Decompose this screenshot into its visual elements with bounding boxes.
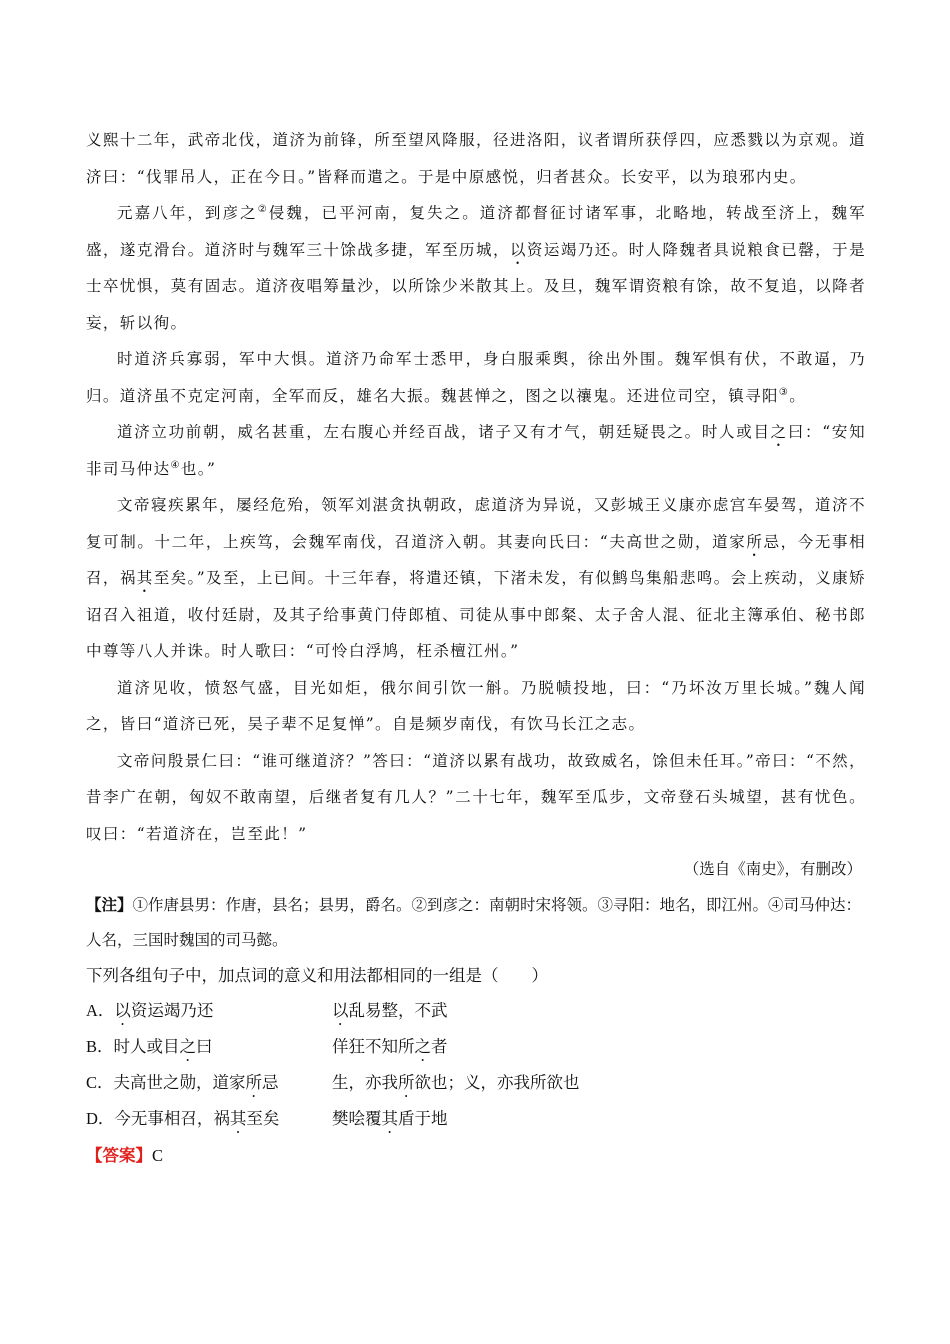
option-right	[332, 1029, 866, 1065]
option-d	[86, 1101, 866, 1137]
option-left	[86, 1065, 332, 1101]
emphasized-word: 之	[414, 1037, 431, 1056]
option-right	[332, 1101, 866, 1137]
option-text: 生，亦我	[332, 1073, 398, 1092]
option-text: 欲也；义，亦我所欲也	[414, 1073, 580, 1092]
paragraph-text: 道济见收，愤怒气盛，目光如炬，俄尔间引饮一斛。乃脱帻投地，曰：“乃坏汝万里长城。”魏人闻之，皆曰“道济已死，吴子辈不足复惮”。自是频岁南伐，有饮马长江之志。	[86, 678, 866, 733]
emphasized-word: 其	[136, 569, 154, 587]
paragraph-text: 义熙十二年，武帝北伐，道济为前锋，所至望风降服，径进洛阳，议者谓所获俘四，应悉戮以为京观。道济曰：“伐罪吊人，正在今日。”皆释而遣之。于是中原感悦，归者甚众。长安平，以为琅邪内史。	[86, 131, 866, 186]
emphasized-word: 以	[332, 1001, 349, 1020]
option-label: D．	[86, 1109, 115, 1128]
emphasized-word: 之	[770, 423, 788, 441]
option-text: 时人或目	[113, 1037, 180, 1056]
passage	[86, 122, 866, 852]
option-left	[86, 1101, 332, 1137]
question-stem: 下列各组句子中，加点词的意义和用法都相同的一组是（ ）	[86, 966, 548, 985]
option-text: 者	[431, 1037, 448, 1056]
emphasized-word: 以	[114, 1001, 131, 1020]
annotation-note	[86, 888, 866, 958]
answer-value: C	[152, 1146, 164, 1165]
passage-paragraph-2	[86, 195, 866, 341]
emphasized-word: 其	[229, 1109, 247, 1128]
paragraph-text: 曰：“安知非司马仲达	[86, 423, 866, 478]
answer	[86, 1138, 866, 1174]
note-text: ①作唐县男：作唐，县名；县男，爵名。②到彦之：南朝时宋将领。③寻阳：地名，即江州。④司马仲达：人名，三国时魏国的司马懿。	[86, 897, 862, 949]
paragraph-text: 文帝寝疾累年，屡经危殆，领军刘湛贪执朝政，虑道济为异说，又彭城王义康亦虑宫车晏驾，道济不复可制。十二年，上疾笃，会魏军南伐，召道济入朝。其妻向氏曰：“夫高世之勋，道家	[86, 496, 866, 551]
option-text: 资运竭乃还	[130, 1001, 214, 1020]
option-c	[86, 1065, 866, 1101]
option-text: 至矣	[246, 1109, 280, 1128]
document-page	[86, 122, 866, 1174]
paragraph-text: 时道济兵寡弱，军中大惧。道济乃命军士悉甲，身白服乘舆，徐出外围。魏军惧有伏，不敢逼，乃归。道济虽不克定河南，全军而反，雄名大振。魏甚惮之，图之以禳鬼。还进位司空，镇寻阳	[86, 350, 866, 405]
option-label: B．	[86, 1037, 114, 1056]
footnote-marker: ②	[257, 204, 269, 215]
option-text: 樊哙覆	[332, 1109, 382, 1128]
option-text: 曰	[196, 1037, 213, 1056]
option-label: C．	[86, 1073, 114, 1092]
passage-paragraph-3	[86, 341, 866, 414]
paragraph-text: 道济立功前朝，威名甚重，左右腹心并经百战，诸子又有才气，朝廷疑畏之。时人或目	[117, 423, 771, 441]
emphasized-word: 以	[509, 240, 527, 259]
paragraph-text: 文帝问殷景仁曰：“谁可继道济？”答曰：“道济以累有战功，故致威名，馀但未任耳。”帝曰：“不然，昔李广在朝，匈奴不敢南望，后继者复有几人？”二十七年，魏军至瓜步，文帝登石头城望，甚有忧色。叹曰：“若道济在，岂至此！”	[86, 751, 866, 843]
option-a	[86, 993, 866, 1029]
option-right	[332, 1065, 866, 1101]
option-text: 盾于地	[398, 1109, 448, 1128]
emphasized-word: 所	[398, 1073, 415, 1092]
emphasized-word: 所	[245, 1073, 263, 1092]
paragraph-text: 忌，今无事相召，祸	[86, 532, 867, 587]
footnote-marker: ④	[170, 459, 181, 471]
passage-paragraph-1	[86, 122, 866, 195]
answer-tag: 【答案】	[86, 1146, 152, 1165]
paragraph-text: 元嘉八年，到彦之	[117, 204, 258, 222]
passage-paragraph-7	[86, 743, 866, 853]
note-tag: 【注】	[86, 897, 133, 914]
emphasized-word: 其	[381, 1109, 398, 1128]
option-left	[86, 1029, 332, 1065]
option-right	[332, 993, 866, 1029]
emphasized-word: 之	[179, 1037, 197, 1056]
option-left	[86, 993, 332, 1029]
option-text: 佯狂不知所	[332, 1037, 415, 1056]
passage-paragraph-5	[86, 487, 866, 670]
option-text: 夫高世之勋，道家	[113, 1073, 246, 1092]
passage-paragraph-4	[86, 414, 866, 487]
paragraph-text: 侵魏，已平河南，复失之。道济都督征讨诸军事，北略地，转战至济上，魏军盛，遂克滑台。道济时与魏军三十馀战多捷，军至历城，	[86, 204, 867, 259]
paragraph-text: 至矣。”及至，上已间。十三年春，将遣还镇，下渚未发，有似鹪鸟集船悲鸣。会上疾动，义康矫诏召入祖道，收付廷尉，及其子给事黄门侍郎植、司徒从事中郎粲、太子舍人混、征北主簿承伯、秘书郎中尊等八人并诛。时人歌曰：“可怜白浮鸠，枉杀檀江州。”	[86, 569, 866, 660]
option-b	[86, 1029, 866, 1065]
emphasized-word: 所	[746, 532, 764, 551]
option-text: 今无事相召，祸	[114, 1109, 230, 1128]
paragraph-text: 。	[789, 386, 807, 405]
passage-paragraph-6	[86, 670, 866, 743]
paragraph-text: 资运竭乃还。时人降魏者具说粮食已罄，于是士卒忧惧，莫有固志。道济夜唱筹量沙，以所馀少米散其上。及旦，魏军谓资粮有馀，故不复追，以降者妄，斩以徇。	[86, 240, 866, 332]
option-text: 忌	[262, 1073, 279, 1092]
option-text: 乱易整，不武	[348, 1001, 448, 1020]
source-citation: （选自《南史》，有删改）	[683, 860, 862, 878]
option-label: A．	[86, 1001, 115, 1020]
footnote-marker: ③	[778, 386, 790, 398]
paragraph-text: 也。”	[180, 459, 217, 478]
